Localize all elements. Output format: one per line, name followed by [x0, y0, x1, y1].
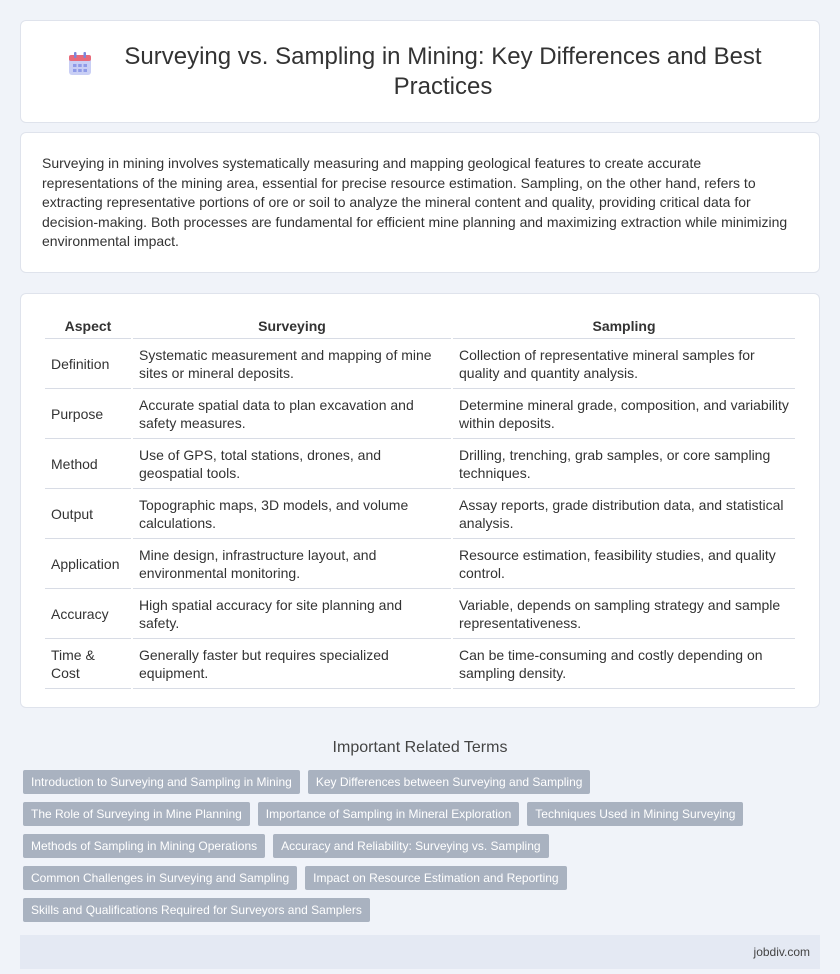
intro-paragraph: Surveying in mining involves systematically measuring and mapping geological features to create accurate representations of the mining area, essential for precise resource estimation. Sampling, on the other hand, refers to extracting representative portions of ore or soil to analyze the mineral content and quality, providing critical data for decision-making. Both processes are fundamental for efficient mine planning and maximizing extraction while minimizing environmental impact. — [20, 132, 820, 273]
row-surveying: Topographic maps, 3D models, and volume calculations. — [133, 489, 451, 539]
row-sampling: Assay reports, grade distribution data, and statistical analysis. — [453, 489, 795, 539]
row-aspect: Time & Cost — [45, 639, 131, 689]
related-terms-list — [0, 770, 840, 922]
related-term-tag[interactable]: Methods of Sampling in Mining Operations — [23, 834, 265, 858]
column-header-sampling: Sampling — [453, 312, 795, 339]
comparison-table-card — [20, 293, 820, 708]
row-surveying: Generally faster but requires specialized equipment. — [133, 639, 451, 689]
related-term-tag[interactable]: Techniques Used in Mining Surveying — [527, 802, 743, 826]
row-aspect: Definition — [45, 339, 131, 389]
row-sampling: Can be time-consuming and costly depending on sampling density. — [453, 639, 795, 689]
page-footer — [20, 935, 820, 969]
row-surveying: Mine design, infrastructure layout, and environmental monitoring. — [133, 539, 451, 589]
table-row — [45, 439, 795, 489]
row-aspect: Application — [45, 539, 131, 589]
page-header — [20, 20, 820, 123]
row-aspect: Method — [45, 439, 131, 489]
column-header-surveying: Surveying — [133, 312, 451, 339]
related-term-tag[interactable]: Introduction to Surveying and Sampling in Mining — [23, 770, 300, 794]
row-surveying: Accurate spatial data to plan excavation and safety measures. — [133, 389, 451, 439]
table-row — [45, 489, 795, 539]
row-aspect: Purpose — [45, 389, 131, 439]
row-sampling: Collection of representative mineral samples for quality and quantity analysis. — [453, 339, 795, 389]
comparison-table — [43, 312, 797, 689]
row-surveying: Systematic measurement and mapping of mine sites or mineral deposits. — [133, 339, 451, 389]
row-surveying: High spatial accuracy for site planning and safety. — [133, 589, 451, 639]
footer-site-link[interactable]: jobdiv.com — [753, 944, 810, 959]
calendar-icon — [67, 51, 93, 77]
table-row — [45, 539, 795, 589]
page-title: Surveying vs. Sampling in Mining: Key Differences and Best Practices — [124, 42, 762, 100]
related-term-tag[interactable]: Accuracy and Reliability: Surveying vs. Sampling — [273, 834, 548, 858]
related-term-tag[interactable]: Impact on Resource Estimation and Reporting — [305, 866, 566, 890]
table-row — [45, 589, 795, 639]
related-term-tag[interactable]: Skills and Qualifications Required for Surveyors and Samplers — [23, 898, 370, 922]
row-sampling: Determine mineral grade, composition, and variability within deposits. — [453, 389, 795, 439]
table-header-row — [45, 312, 795, 339]
column-header-aspect: Aspect — [45, 312, 131, 339]
related-term-tag[interactable]: Key Differences between Surveying and Sampling — [308, 770, 591, 794]
row-sampling: Drilling, trenching, grab samples, or core sampling techniques. — [453, 439, 795, 489]
row-sampling: Variable, depends on sampling strategy and sample representativeness. — [453, 589, 795, 639]
row-sampling: Resource estimation, feasibility studies, and quality control. — [453, 539, 795, 589]
row-aspect: Accuracy — [45, 589, 131, 639]
related-term-tag[interactable]: Importance of Sampling in Mineral Exploration — [258, 802, 519, 826]
row-aspect: Output — [45, 489, 131, 539]
table-row — [45, 639, 795, 689]
table-row — [45, 389, 795, 439]
table-row — [45, 339, 795, 389]
row-surveying: Use of GPS, total stations, drones, and geospatial tools. — [133, 439, 451, 489]
related-term-tag[interactable]: The Role of Surveying in Mine Planning — [23, 802, 250, 826]
related-terms-heading: Important Related Terms — [332, 738, 508, 756]
related-term-tag[interactable]: Common Challenges in Surveying and Sampling — [23, 866, 297, 890]
